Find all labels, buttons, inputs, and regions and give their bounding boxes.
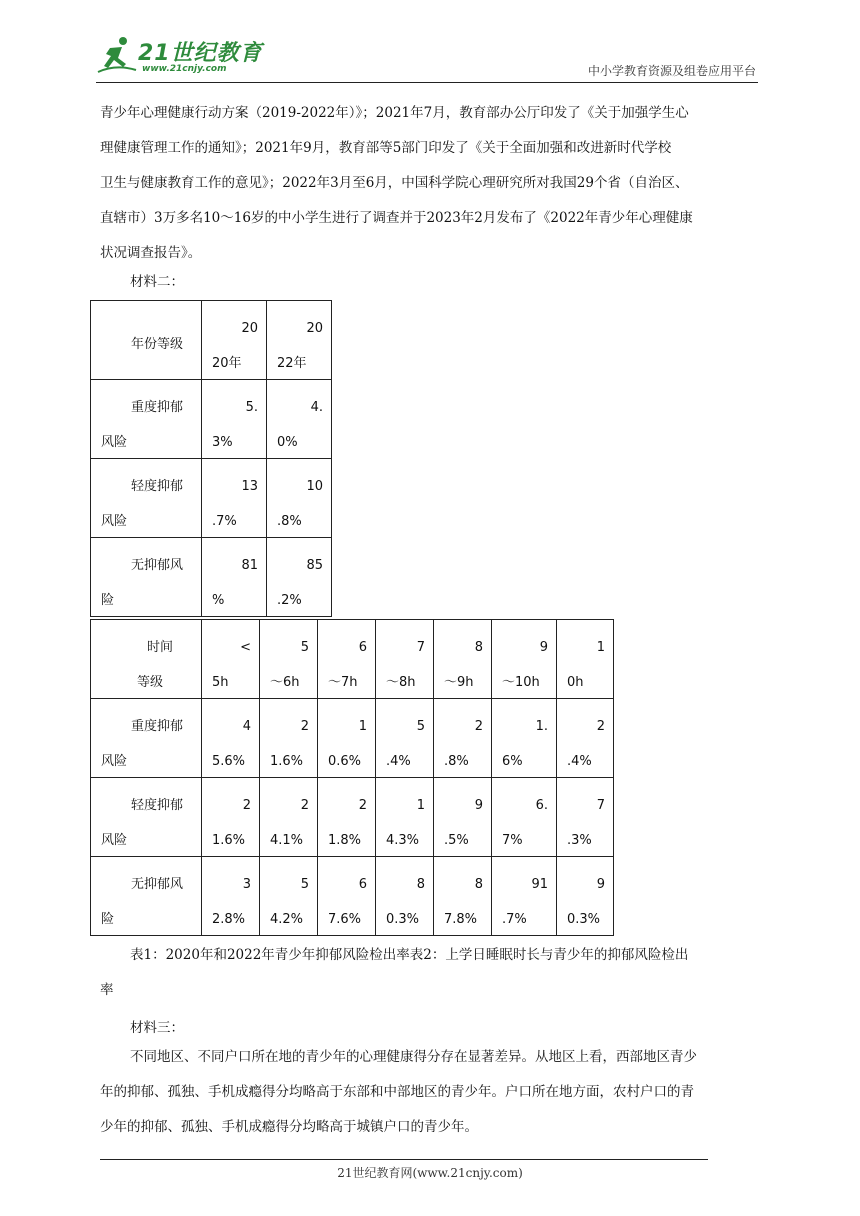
table-cell: 3 2.8% xyxy=(202,857,260,936)
runner-logo-icon xyxy=(96,34,138,76)
table-row xyxy=(91,857,614,936)
table-header-cell: 6 ～7h xyxy=(318,620,376,699)
table-corner-cell: 年份等级 xyxy=(91,301,202,380)
table-cell: 5. 3% xyxy=(202,380,267,459)
intro-paragraph xyxy=(100,96,762,271)
table-cell: 1. 6% xyxy=(492,699,557,778)
paragraph-line: 青少年心理健康行动方案（2019-2022年）》；2021年7月，教育部办公厅印发了《关于加强学生心 xyxy=(100,105,689,121)
table-cell: 8 0.3% xyxy=(376,857,434,936)
table-header-row xyxy=(91,620,614,699)
table-cell: 85 .2% xyxy=(267,538,332,617)
table-cell: 6 7.6% xyxy=(318,857,376,936)
paragraph-line: 年的抑郁、孤独、手机成瘾得分均略高于东部和中部地区的青少年。户口所在地方面，农村户口的青 xyxy=(100,1084,694,1100)
paragraph-line: 理健康管理工作的通知》；2021年9月，教育部等5部门印发了《关于全面加强和改进新时代学校 xyxy=(100,140,672,156)
table-depression-by-year xyxy=(90,300,332,617)
row-header-cell: 重度抑郁 风险 xyxy=(91,380,202,459)
page-footer: 21世纪教育网(www.21cnjy.com) xyxy=(337,1166,523,1180)
table-cell: 2 1.6% xyxy=(260,699,318,778)
table-header-cell: 7 ～8h xyxy=(376,620,434,699)
table-row xyxy=(91,380,332,459)
table-header-cell: 9 ～10h xyxy=(492,620,557,699)
logo-url: www.21cnjy.com xyxy=(142,64,227,74)
paragraph-line: 少年的抑郁、孤独、手机成瘾得分均略高于城镇户口的青少年。 xyxy=(100,1119,478,1135)
table-cell: 5 4.2% xyxy=(260,857,318,936)
row-header-cell: 轻度抑郁 风险 xyxy=(91,778,202,857)
table-corner-cell: 时间 等级 xyxy=(91,620,202,699)
table-row xyxy=(91,778,614,857)
caption-line: 率 xyxy=(100,982,114,998)
table-depression-by-sleep xyxy=(90,619,614,936)
table-cell: 5 .4% xyxy=(376,699,434,778)
table-row xyxy=(91,538,332,617)
table-header-cell: 20 22年 xyxy=(267,301,332,380)
table-row xyxy=(91,699,614,778)
table-header-row xyxy=(91,301,332,380)
table-header-cell: < 5h xyxy=(202,620,260,699)
table-cell: 8 7.8% xyxy=(434,857,492,936)
table-cell: 2 4.1% xyxy=(260,778,318,857)
material3-label: 材料三： xyxy=(130,1020,184,1036)
row-header-cell: 轻度抑郁 风险 xyxy=(91,459,202,538)
table-cell: 4. 0% xyxy=(267,380,332,459)
table-cell: 2 1.6% xyxy=(202,778,260,857)
page-header xyxy=(96,30,758,83)
material3-paragraph xyxy=(100,1040,762,1145)
table-cell: 9 .5% xyxy=(434,778,492,857)
table-caption xyxy=(100,938,762,1008)
table-header-cell: 5 ～6h xyxy=(260,620,318,699)
caption-line: 表1：2020年和2022年青少年抑郁风险检出率表2：上学日睡眠时长与青少年的抑郁风险检出 xyxy=(130,947,689,963)
table-cell: 2 .8% xyxy=(434,699,492,778)
header-platform-name: 中小学教育资源及组卷应用平台 xyxy=(587,64,756,78)
row-header-cell: 无抑郁风 险 xyxy=(91,857,202,936)
logo-text: 21世纪教育 xyxy=(138,41,263,66)
footer-divider xyxy=(100,1159,708,1160)
table-cell: 1 0.6% xyxy=(318,699,376,778)
paragraph-line: 不同地区、不同户口所在地的青少年的心理健康得分存在显著差异。从地区上看，西部地区青少 xyxy=(130,1049,697,1065)
row-header-cell: 无抑郁风 险 xyxy=(91,538,202,617)
row-header-cell: 重度抑郁 风险 xyxy=(91,699,202,778)
table-cell: 4 5.6% xyxy=(202,699,260,778)
table-row xyxy=(91,459,332,538)
table-cell: 91 .7% xyxy=(492,857,557,936)
table-header-cell: 1 0h xyxy=(557,620,614,699)
table-cell: 9 0.3% xyxy=(557,857,614,936)
table-header-cell: 8 ～9h xyxy=(434,620,492,699)
table-cell: 6. 7% xyxy=(492,778,557,857)
table-cell: 13 .7% xyxy=(202,459,267,538)
table-cell: 2 .4% xyxy=(557,699,614,778)
paragraph-line: 状况调查报告》。 xyxy=(100,245,202,261)
material2-label: 材料二： xyxy=(130,274,184,290)
table-cell: 2 1.8% xyxy=(318,778,376,857)
table-header-cell: 20 20年 xyxy=(202,301,267,380)
table-cell: 10 .8% xyxy=(267,459,332,538)
table-cell: 1 4.3% xyxy=(376,778,434,857)
table-cell: 81 % xyxy=(202,538,267,617)
paragraph-line: 直辖市）3万多名10～16岁的中小学生进行了调查并于2023年2月发布了《2022年青少年心理健康 xyxy=(100,210,693,226)
table-cell: 7 .3% xyxy=(557,778,614,857)
paragraph-line: 卫生与健康教育工作的意见》；2022年3月至6月，中国科学院心理研究所对我国29个省（自治区、 xyxy=(100,175,689,191)
